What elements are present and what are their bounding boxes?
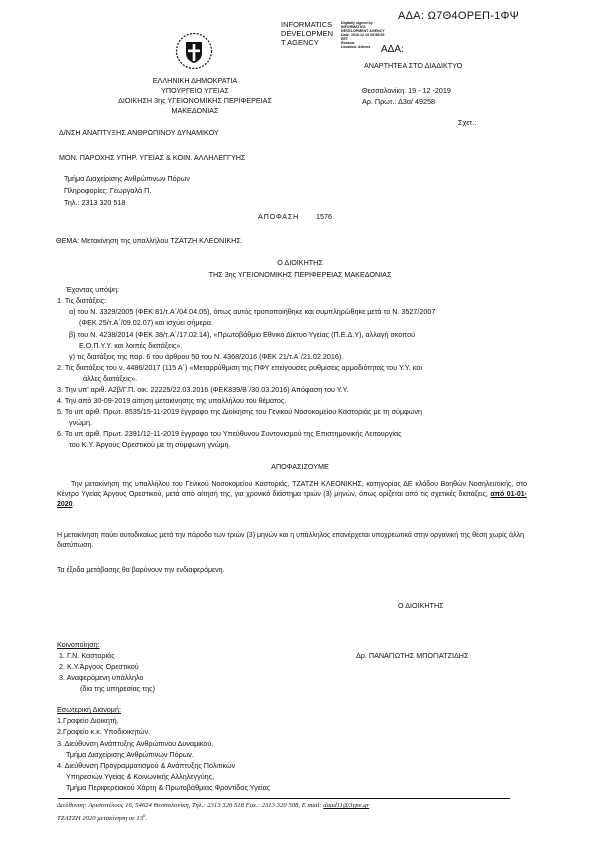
directorate: Δ/ΝΣΗ ΑΝΑΠΤΥΞΗΣ ΑΝΘΡΩΠΙΝΟΥ ΔΥΝΑΜΙΚΟΥ bbox=[59, 128, 219, 137]
consideration-item: γνώμη. bbox=[69, 418, 92, 427]
considerations-intro: Έχοντας υπόψη: bbox=[66, 285, 120, 294]
section: Τμήμα Διαχείρισης Ανθρώπινων Πόρων bbox=[64, 174, 190, 183]
ruling-paragraph-1-text: Την μετακίνηση της υπαλλήλου του Γενικού Νοσοκομείου Καστοριάς, ΤΖΑΤΖΗ ΚΛΕΟΝΙΚΗΣ, κατηγορίας ΔΕ κλάδου Βοηθών Νοσηλευτικής, στο Κέντρο Υγείας Άργους Ορεστικού, μετά από αίτησή της, για χρονικό διάστημα τριών (3) μηνών, όπως ορίζεται από τις σχετικές διατάξεις, bbox=[57, 481, 527, 498]
consideration-item: 2. Τις διατάξεις του ν. 4486/2017 (115 Α΄) «Μεταρρύθμιση της ΠΦΥ επείγουσες ρυθμίσεις αρμοδιότητας του Υ.Υ. και bbox=[57, 363, 423, 372]
ruling-paragraph-3: Τα έξοδα μετάβασης θα βαρύνουν την ενδιαφερόμενη. bbox=[57, 567, 225, 574]
notification-note: (δια της υπηρεσίας της) bbox=[80, 684, 155, 693]
consideration-item: γ) τις διατάξεις της παρ. 6 του άρθρου 50 του Ν. 4368/2016 (ΦΕΚ 21/τ.Α΄/21.02.2016). bbox=[69, 352, 344, 361]
consideration-item: 6. Το υπ αριθ. Πρωτ. 2391/12-11-2019 έγγραφο του Υπεύθυνου Συντονισμού της Επιστημονικής Λειτουργίας bbox=[57, 429, 402, 438]
info-contact: Πληροφορίες: Γεωργαλά Π. bbox=[64, 186, 152, 195]
notification-item: 1. Γ.Ν. Καστοριάς bbox=[59, 651, 115, 660]
director-title: Ο ΔΙΟΙΚΗΤΗΣ bbox=[277, 258, 323, 267]
internal-item: Τμήμα Περιφερειακού Χάρτη & Πρωτοβάθμιας Φροντίδας Υγείας bbox=[66, 783, 271, 792]
consideration-item: Ε.Ο.Π.Υ.Υ. και λοιπές διατάξεις». bbox=[79, 341, 183, 350]
signature-meta-1: Digitally signed by bbox=[341, 21, 373, 25]
phone: Τηλ.: 2313 320 518 bbox=[64, 198, 126, 207]
signature-meta-6: Reason: bbox=[341, 41, 356, 45]
director-of: ΤΗΣ 3ης ΥΓΕΙΟΝΟΜΙΚΗΣ ΠΕΡΙΦΕΡΕΙΑΣ ΜΑΚΕΔΟΝΙΑΣ bbox=[208, 270, 392, 279]
protocol-line: Αρ. Πρωτ.: Δ3α/ 49258 bbox=[362, 97, 436, 106]
internal-item: 4. Διεύθυνση Προγραμματισμού & Ανάπτυξης Πολιτικών bbox=[57, 761, 236, 770]
consideration-item: του Κ.Υ. Άργους Ορεστικού με τη σύμφωνη γνώμη. bbox=[69, 440, 231, 449]
date-line: Θεσσαλονίκη: 19 - 12 -2019 bbox=[362, 86, 451, 95]
subject-line: ΘΕΜΑ: Μετακίνηση της υπαλλήλου ΤΖΑΤΖΗ ΚΛΕΟΝΙΚΗΣ. bbox=[56, 236, 243, 245]
signer-name: Δρ. ΠΑΝΑΓΙΩΤΗΣ ΜΠΟΓΙΑΤΖΙΔΗΣ bbox=[356, 651, 469, 660]
ada-small: ΑΔΑ: bbox=[381, 44, 404, 55]
ada-code: ΑΔΑ: Ω7Θ4ΟΡΕΠ-1ΦΨ bbox=[398, 10, 520, 22]
country-name: ΕΛΛΗΝΙΚΗ ΔΗΜΟΚΡΑΤΙΑ bbox=[152, 76, 238, 85]
internal-item: 3. Διεύθυνση Ανάπτυξης Ανθρώπινου Δυναμικού, bbox=[57, 739, 214, 748]
internal-title: Εσωτερική Διανομή: bbox=[57, 705, 121, 714]
footer-note-sup: 0 bbox=[143, 813, 146, 818]
decision-number: 1576 bbox=[316, 212, 332, 221]
signature-meta-3: DEVELOPMENT AGENCY bbox=[341, 29, 385, 33]
agency-line-1: INFORMATICS bbox=[281, 20, 333, 29]
signature-meta-2: INFORMATICS bbox=[341, 25, 366, 29]
consideration-item: (ΦΕΚ 25/τ.Α΄/09.02.07) και ισχύει σήμερα. bbox=[79, 318, 213, 327]
ruling-paragraph-2: Η μετακίνηση παύει αυτοδικαίως μετά την πάροδο των τριών (3) μηνών και η υπάλληλος επανέρχεται υποχρεωτικά στην οργανική της θέση χωρίς άλλη διατύπωση. bbox=[57, 532, 524, 549]
signature-meta-5: EET bbox=[341, 37, 348, 41]
greek-emblem-icon bbox=[175, 32, 213, 70]
notification-item: 3. Αναφερόμενη υπάλληλο bbox=[59, 673, 144, 682]
internal-item: 2.Γραφείο κ.κ. Υποδιοικητών. bbox=[57, 727, 151, 736]
authority-name: ΔΙΟΙΚΗΣΗ 3ης ΥΓΕΙΟΝΟΜΙΚΗΣ ΠΕΡΙΦΕΡΕΙΑΣ bbox=[118, 96, 272, 105]
unit: ΜΟΝ. ΠΑΡΟΧΗΣ ΥΠΗΡ. ΥΓΕΙΑΣ & ΚΟΙΝ. ΑΛΛΗΛΕΓΓΥΗΣ bbox=[59, 153, 246, 162]
footer-note-text: ΤΖΑΤΖΗ 2020 μετακίνηση σε 13 bbox=[57, 815, 144, 823]
signature-meta-4: Date: 2019.12.19 09:58:05 bbox=[341, 33, 385, 37]
notification-item: 2. Κ.Υ.Άργους Ορεστικού bbox=[59, 662, 139, 671]
internal-item: Υπηρεσιών Υγείας & Κοινωνικής Αλληλεγγύης, bbox=[66, 772, 215, 781]
effective-date: από 01-01-2020 bbox=[57, 491, 527, 508]
signer-title: Ο ΔΙΟΙΚΗΤΗΣ bbox=[398, 601, 444, 610]
consideration-item: 1. Τις διατάξεις: bbox=[57, 296, 107, 305]
ruling-title: ΑΠΟΦΑΣΙΖΟΥΜΕ bbox=[271, 462, 329, 471]
agency-line-2: DEVELOPMEN bbox=[281, 29, 334, 38]
internal-item: 1.Γραφείο Διοικητή. bbox=[57, 716, 119, 725]
ruling-paragraph-1: Την μετακίνηση της υπαλλήλου του Γενικού Νοσοκομείου Καστοριάς, ΤΖΑΤΖΗ ΚΛΕΟΝΙΚΗΣ, κατηγορίας ΔΕ κλάδου Βοηθών Νοσηλευτικής, στο Κέντρο Υγείας Άργους Ορεστικού, μετά από αίτησή της, για χρονικό διάστημα τριών (3) μηνών, όπως ορίζεται από τις σχετικές διατάξεις, από 01-01-2020. bbox=[57, 481, 527, 508]
footer-address bbox=[57, 802, 369, 809]
footer-email-link[interactable]: daad11@3ype.gr bbox=[323, 802, 370, 809]
region-name: ΜΑΚΕΔΟΝΙΑΣ bbox=[171, 106, 219, 115]
consideration-item: 3. Την υπ' αριθ. Α2β/Γ.Π. οικ. 22225/22.03.2016 (ΦΕΚ839/Β΄/30.03.2016) Απόφαση του Υ.Υ. bbox=[57, 385, 349, 394]
footer-divider bbox=[58, 798, 510, 799]
internal-item: Τμήμα Διαχείρισης Ανθρώπινων Πόρων. bbox=[66, 750, 194, 759]
consideration-item: 4. Την από 30-09-2019 αίτηση μετακίνησης της υπαλλήλου του θέματος. bbox=[57, 396, 287, 405]
decision-title: ΑΠΟΦΑΣΗ bbox=[258, 212, 300, 221]
consideration-item: άλλες διατάξεις». bbox=[83, 374, 138, 383]
related-line: Σχετ.: bbox=[458, 118, 477, 127]
footer-note: ΤΖΑΤΖΗ 2020 μετακίνηση σε $13^0$. bbox=[57, 813, 148, 823]
consideration-item: α) του Ν. 3329/2005 (ΦΕΚ 81/τ.Α΄/04.04.05), όπως αυτός τροποποιήθηκε και συμπληρώθηκε μετά το Ν. 3527/2007 bbox=[69, 307, 436, 316]
consideration-item: 5. Το υπ αριθ. Πρωτ. 8535/15-11-2019 έγγραφο της Διοίκησης του Γενικού Νοσοκομείου Καστοριάς με τη σύμφωνη bbox=[57, 407, 422, 416]
ministry-name: ΥΠΟΥΡΓΕΙΟ ΥΓΕΙΑΣ bbox=[161, 86, 229, 95]
notification-title: Κοινοποίηση: bbox=[57, 640, 100, 649]
post-online-label: ΑΝΑΡΤΗΤΕΑ ΣΤΟ ΔΙΑΔΙΚΤΥΟ bbox=[364, 61, 463, 70]
agency-line-3: T AGENCY bbox=[281, 38, 319, 47]
signature-meta-7: Location: Athens bbox=[341, 45, 371, 49]
footer-address-text: Διεύθυνση: Αριστοτέλους 16, 54624 Θεσσαλονίκη, Τηλ.: 2313 320 518 Fax.: 2313 320 508, E mail: bbox=[57, 802, 322, 809]
consideration-item: β) του Ν. 4238/2014 (ΦΕΚ 38/τ.Α΄/17.02.14), «Πρωτοβάθμιο Εθνικό Δίκτυο Υγείας (Π.Ε.Δ.Υ), αλλαγή σκοπού bbox=[69, 330, 416, 339]
